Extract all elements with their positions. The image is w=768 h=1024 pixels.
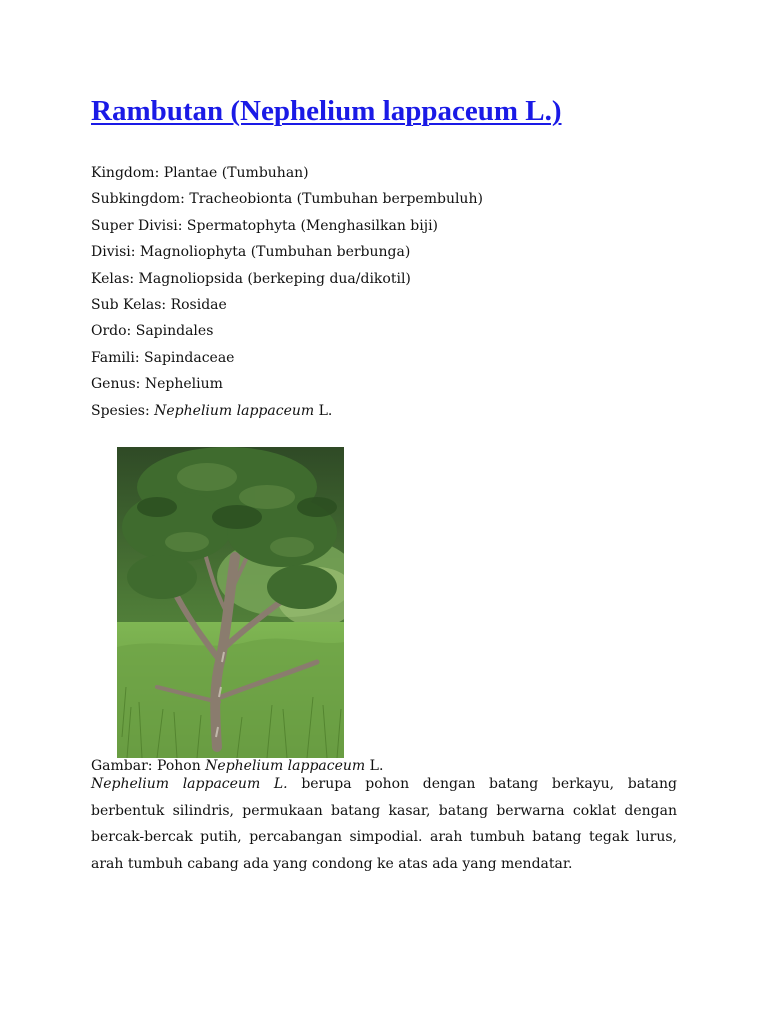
taxonomy-row-sub-kelas <box>91 292 483 318</box>
taxonomy-list <box>91 160 483 424</box>
taxonomy-label: Super Divisi: <box>91 217 183 234</box>
taxonomy-row-spesies <box>91 398 483 424</box>
taxonomy-row-divisi <box>91 239 483 265</box>
tree-illustration <box>117 447 344 758</box>
taxonomy-value: Sapindales <box>135 323 214 340</box>
taxonomy-label: Famili: <box>91 349 140 366</box>
taxonomy-label: Divisi: <box>91 244 136 261</box>
taxonomy-value: Rosidae <box>170 296 227 313</box>
taxonomy-value: Plantae (Tumbuhan) <box>163 165 309 181</box>
taxonomy-label: Subkingdom: <box>91 191 185 208</box>
taxonomy-row-kingdom <box>91 160 483 186</box>
rambutan-tree-photo <box>117 447 344 758</box>
taxonomy-value: Tracheobionta (Tumbuhan berpembuluh) <box>189 191 483 208</box>
taxonomy-row-kelas <box>91 266 483 292</box>
taxonomy-label: Kingdom: <box>91 165 160 181</box>
taxonomy-row-genus <box>91 371 483 397</box>
caption-prefix: Gambar: Pohon <box>91 758 201 774</box>
taxonomy-value: Nephelium <box>144 376 223 393</box>
paragraph-text: berupa pohon dengan batang berkayu, batang berbentuk silindris, permukaan batang kasar, batang berwarna coklat dengan bercak-bercak putih, percabangan simpodial. arah tumbuh batang tegak lurus, arah tumbuh cabang ada yang condong ke atas ada yang mendatar. <box>91 776 677 872</box>
taxonomy-label: Ordo: <box>91 323 132 340</box>
paragraph-italic-lead: Nephelium lappaceum L. <box>91 776 288 792</box>
taxonomy-row-super-divisi <box>91 213 483 239</box>
taxonomy-row-ordo <box>91 318 483 344</box>
taxonomy-label: Kelas: <box>91 270 135 287</box>
taxonomy-value: Spermatophyta (Menghasilkan biji) <box>186 217 439 234</box>
taxonomy-label: Spesies: <box>91 402 150 419</box>
taxonomy-value-suffix: L. <box>318 402 333 419</box>
taxonomy-label: Genus: <box>91 376 141 393</box>
taxonomy-row-famili <box>91 345 483 371</box>
taxonomy-row-subkingdom <box>91 186 483 212</box>
taxonomy-value: Magnoliophyta (Tumbuhan berbunga) <box>139 244 411 261</box>
caption-suffix: L. <box>369 758 384 774</box>
taxonomy-label: Sub Kelas: <box>91 296 167 313</box>
taxonomy-value: Sapindaceae <box>144 349 235 366</box>
description-paragraph <box>91 771 677 877</box>
caption-italic: Nephelium lappaceum <box>205 758 366 774</box>
taxonomy-value-italic: Nephelium lappaceum <box>154 402 315 419</box>
taxonomy-value: Magnoliopsida (berkeping dua/dikotil) <box>138 270 411 287</box>
page-title-link[interactable]: Rambutan (Nephelium lappaceum L.) <box>91 95 562 127</box>
